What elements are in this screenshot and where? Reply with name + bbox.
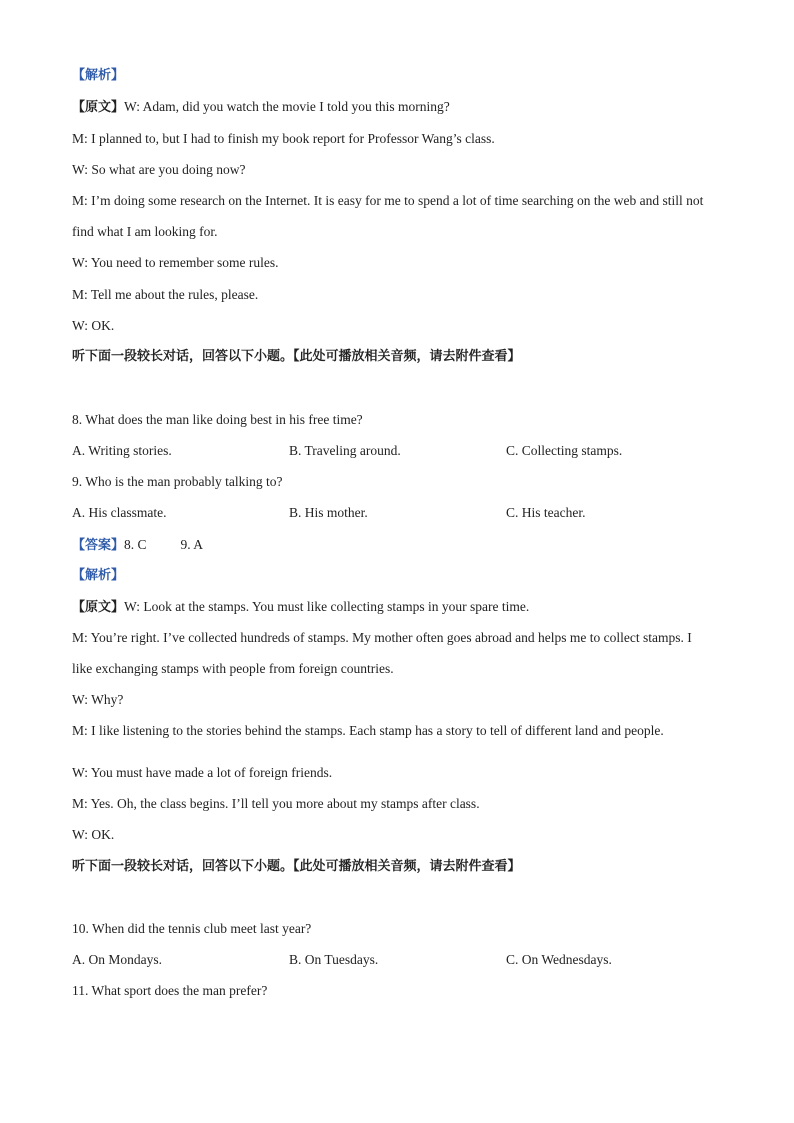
transcript-line: W: You must have made a lot of foreign friends.: [72, 765, 333, 780]
question-9: 9. Who is the man probably talking to?: [72, 474, 283, 489]
option-a: A. His classmate.: [72, 505, 167, 520]
transcript-line: W: You need to remember some rules.: [72, 255, 279, 270]
transcript-line: M: Yes. Oh, the class begins. I’ll tell you more about my stamps after class.: [72, 796, 480, 811]
option-b: B. His mother.: [289, 505, 368, 520]
transcript-line: M: I like listening to the stories behind the stamps. Each stamp has a story to tell of different land and people.: [72, 723, 664, 738]
question-10-options: [72, 951, 722, 969]
answer-tag: 【答案】: [72, 538, 125, 553]
listening-instruction: 听下面一段较长对话，回答以下小题。【此处可播放相关音频，请去附件查看】: [72, 859, 521, 874]
transcript-line: find what I am looking for.: [72, 224, 218, 239]
option-a: A. Writing stories.: [72, 443, 172, 458]
question-11: 11. What sport does the man prefer?: [72, 983, 268, 998]
option-b: B. On Tuesdays.: [289, 952, 379, 967]
transcript-line: 【原文】W: Look at the stamps. You must like collecting stamps in your spare time.: [72, 599, 530, 615]
question-8-options: [72, 442, 722, 460]
option-c: C. On Wednesdays.: [506, 952, 612, 967]
listening-instruction: 听下面一段较长对话，回答以下小题。【此处可播放相关音频，请去附件查看】: [72, 349, 521, 364]
transcript-line: M: Tell me about the rules, please.: [72, 287, 259, 302]
transcript-line: W: OK.: [72, 827, 115, 842]
option-c: C. Collecting stamps.: [506, 443, 623, 458]
transcript-line: 【原文】W: Adam, did you watch the movie I told you this morning?: [72, 99, 450, 115]
analysis-heading: 【解析】: [72, 68, 125, 83]
question-9-options: [72, 504, 722, 522]
transcript-line: W: Why?: [72, 692, 124, 707]
transcript-line: M: You’re right. I’ve collected hundreds of stamps. My mother often goes abroad and helps me to collect stamps. I: [72, 630, 692, 645]
transcript-tag: 【原文】: [72, 600, 125, 615]
transcript-tag: 【原文】: [72, 100, 125, 115]
answer-9: 9. A: [180, 537, 204, 552]
option-b: B. Traveling around.: [289, 443, 401, 458]
question-10: 10. When did the tennis club meet last year?: [72, 921, 312, 936]
answer-line: [72, 536, 203, 555]
option-c: C. His teacher.: [506, 505, 586, 520]
transcript-line: M: I planned to, but I had to finish my book report for Professor Wang’s class.: [72, 131, 495, 146]
option-a: A. On Mondays.: [72, 952, 162, 967]
analysis-heading: 【解析】: [72, 568, 125, 583]
transcript-line: M: I’m doing some research on the Internet. It is easy for me to spend a lot of time searching on the web and still not: [72, 193, 704, 208]
transcript-line: W: OK.: [72, 318, 115, 333]
transcript-line: like exchanging stamps with people from foreign countries.: [72, 661, 394, 676]
answer-8: 8. C: [124, 537, 147, 552]
question-8: 8. What does the man like doing best in his free time?: [72, 412, 363, 427]
transcript-line: W: So what are you doing now?: [72, 162, 246, 177]
